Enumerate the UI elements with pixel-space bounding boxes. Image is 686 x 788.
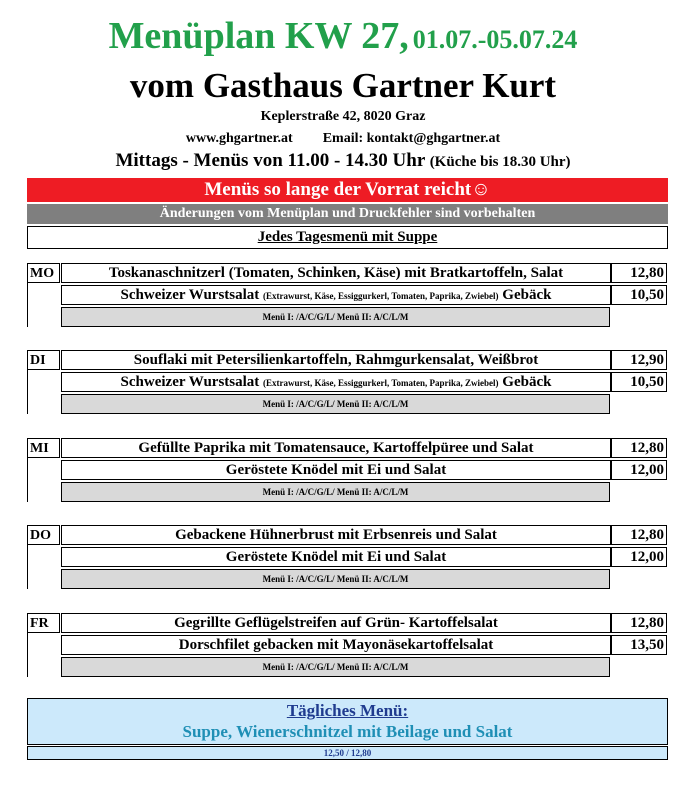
allergen-info: Menü I: /A/C/G/L/ Menü II: A/C/L/M [61, 657, 610, 677]
dish-name: Gegrillte Geflügelstreifen auf Grün- Kartoffelsalat [174, 615, 498, 631]
day-divider [27, 633, 28, 677]
day-divider [27, 458, 28, 502]
dish-name: Souflaki mit Petersilienkartoffeln, Rahmgurkensalat, Weißbrot [133, 352, 539, 368]
day-label: DO [27, 525, 60, 545]
day-divider [27, 545, 28, 589]
day-divider [27, 283, 28, 327]
menu2-dish [61, 460, 611, 480]
menu1-dish [61, 350, 611, 370]
disclaimer-banner: Änderungen vom Menüplan und Druckfehler sind vorbehalten [27, 204, 668, 224]
dish-suffix: Gebäck [502, 287, 552, 303]
dish-name: Gebackene Hühnerbrust mit Erbsenreis und Salat [175, 527, 497, 543]
kitchen-hours: (Küche bis 18.30 Uhr) [429, 154, 571, 170]
dish-name: Dorschfilet gebacken mit Mayonäsekartoffelsalat [178, 637, 494, 653]
day-label: DI [27, 350, 60, 370]
day-divider [27, 370, 28, 414]
menu2-dish [61, 547, 611, 567]
menu1-price: 12,80 [611, 613, 667, 633]
allergen-info: Menü I: /A/C/G/L/ Menü II: A/C/L/M [61, 307, 610, 327]
day-label: FR [27, 613, 60, 633]
dish-name: Schweizer Wurstsalat [120, 374, 260, 390]
menu1-dish [61, 263, 611, 283]
menu-title [0, 14, 686, 58]
allergen-info: Menü I: /A/C/G/L/ Menü II: A/C/L/M [61, 482, 610, 502]
date-range: 01.07.-05.07.24 [412, 25, 578, 54]
restaurant-name: vom Gasthaus Gartner Kurt [129, 66, 557, 105]
menu1-price: 12,80 [611, 438, 667, 458]
menu1-price: 12,90 [611, 350, 667, 370]
menu1-price: 12,80 [611, 263, 667, 283]
allergen-info: Menü I: /A/C/G/L/ Menü II: A/C/L/M [61, 569, 610, 589]
dish-name: Geröstete Knödel mit Ei und Salat [225, 462, 447, 478]
daily-menu-title: Tägliches Menü: [286, 701, 409, 720]
dish-detail: (Extrawurst, Käse, Essiggurkerl, Tomaten, Paprika, Zwiebel) [263, 378, 499, 388]
email-link[interactable]: Email: kontakt@ghgartner.at [322, 131, 501, 146]
daily-menu-dish: Suppe, Wienerschnitzel mit Beilage und Salat [182, 722, 513, 741]
dish-name: Gefüllte Paprika mit Tomatensauce, Kartoffelpüree und Salat [138, 440, 534, 456]
dish-detail: (Extrawurst, Käse, Essiggurkerl, Tomaten, Paprika, Zwiebel) [263, 291, 499, 301]
day-label: MO [27, 263, 60, 283]
menu2-dish [61, 285, 611, 305]
contact-line [0, 131, 686, 147]
opening-hours [0, 150, 686, 172]
day-label: MI [27, 438, 60, 458]
menu2-dish [61, 635, 611, 655]
soup-note: Jedes Tagesmenü mit Suppe [257, 229, 438, 245]
address: Keplerstraße 42, 8020 Graz [260, 109, 426, 124]
allergen-info: Menü I: /A/C/G/L/ Menü II: A/C/L/M [61, 394, 610, 414]
menu1-dish [61, 438, 611, 458]
daily-menu-box [27, 698, 668, 745]
menu2-price: 10,50 [611, 372, 667, 392]
stock-banner: Menüs so lange der Vorrat reicht☺ [27, 178, 668, 202]
menu1-dish [61, 525, 611, 545]
dish-name: Toskanaschnitzerl (Tomaten, Schinken, Käse) mit Bratkartoffeln, Salat [108, 265, 564, 281]
menu2-price: 12,00 [611, 460, 667, 480]
menu2-dish [61, 372, 611, 392]
menu2-price: 10,50 [611, 285, 667, 305]
dish-name: Geröstete Knödel mit Ei und Salat [225, 549, 447, 565]
menu1-dish [61, 613, 611, 633]
menu2-price: 12,00 [611, 547, 667, 567]
menu2-price: 13,50 [611, 635, 667, 655]
dish-suffix: Gebäck [502, 374, 552, 390]
menu1-price: 12,80 [611, 525, 667, 545]
dish-name: Schweizer Wurstsalat [120, 287, 260, 303]
lunch-hours: Mittags - Menüs von 11.00 - 14.30 Uhr [115, 150, 425, 171]
soup-note-banner [27, 226, 668, 249]
daily-menu-price: 12,50 / 12,80 [27, 746, 668, 760]
title-text: Menüplan KW 27, [108, 15, 409, 57]
website-link[interactable]: www.ghgartner.at [185, 131, 293, 146]
